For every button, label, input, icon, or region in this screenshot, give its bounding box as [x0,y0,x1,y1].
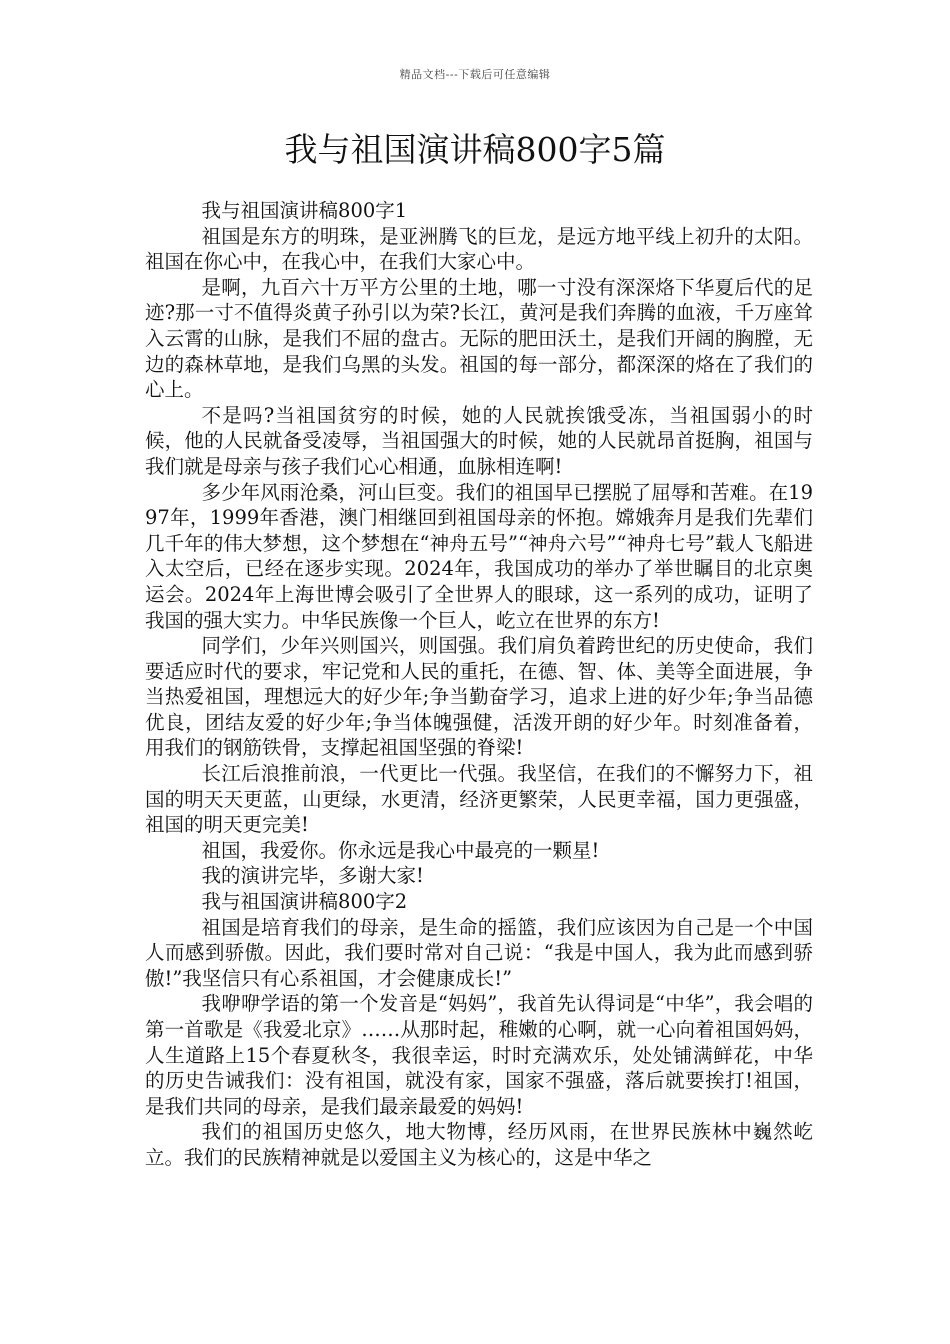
section-heading-1: 我与祖国演讲稿800字1 [201,199,408,222]
document-body [145,198,813,1171]
body-paragraph: 我们的祖国历史悠久，地大物博，经历风雨，在世界民族林中巍然屹立。我们的民族精神就是以爱国主义为核心的，这是中华之 [145,1120,813,1169]
body-paragraph: 我咿咿学语的第一个发音是“妈妈”，我首先认得词是“中华”，我会唱的第一首歌是《我爱北京》……从那时起，稚嫩的心啊，就一心向着祖国妈妈，人生道路上15个春夏秋冬，我很幸运，时时充满欢乐，处处铺满鲜花，中华的历史告诫我们：没有祖国，就没有家，国家不强盛，落后就要挨打!祖国，是我们共同的母亲，是我们最亲最爱的妈妈! [145,992,813,1118]
body-paragraph: 长江后浪推前浪，一代更比一代强。我坚信，在我们的不懈努力下，祖国的明天天更蓝，山更绿，水更清，经济更繁荣，人民更幸福，国力更强盛，祖国的明天更完美! [145,762,813,837]
body-paragraph: 祖国，我爱你。你永远是我心中最亮的一颗星! [201,838,600,862]
body-paragraph: 我的演讲完毕，多谢大家! [201,864,424,888]
body-paragraph: 祖国是东方的明珠，是亚洲腾飞的巨龙，是远方地平线上初升的太阳。祖国在你心中，在我心中，在我们大家心中。 [145,224,813,274]
body-paragraph: 是啊，九百六十万平方公里的土地，哪一寸没有深深烙下华夏后代的足迹?那一寸不值得炎黄子孙引以为荣?长江，黄河是我们奔腾的血液，千万座耸入云霄的山脉，是我们不屈的盘古。无际的肥田沃土，是我们开阔的胸膛，无边的森林草地，是我们乌黑的头发。祖国的每一部分，都深深的烙在了我们的心上。 [145,275,813,402]
document-title: 我与祖国演讲稿800字5篇 [284,130,666,169]
body-paragraph: 同学们，少年兴则国兴，则国强。我们肩负着跨世纪的历史使命，我们要适应时代的要求，牢记党和人民的重托，在德、智、体、美等全面进展，争当热爱祖国，理想远大的好少年;争当勤奋学习，追求上进的好少年;争当品德优良，团结友爱的好少年;争当体魄强健，活泼开朗的好少年。时刻准备着，用我们的钢筋铁骨，支撑起祖国坚强的脊梁! [145,634,813,760]
body-paragraph: 不是吗?当祖国贫穷的时候，她的人民就挨饿受冻，当祖国弱小的时候，他的人民就备受凌辱，当祖国强大的时候，她的人民就昂首挺胸，祖国与我们就是母亲与孩子我们心心相通，血脉相连啊! [145,403,813,478]
body-paragraph: 多少年风雨沧桑，河山巨变。我们的祖国早已摆脱了屈辱和苦难。在1997年，1999年香港，澳门相继回到祖国母亲的怀抱。嫦娥奔月是我们先辈们几千年的伟大梦想，这个梦想在“神舟五号”“神舟六号”“神舟七号”载人飞船进入太空后，已经在逐步实现。2024年，我国成功的举办了举世瞩目的北京奥运会。2024年上海世博会吸引了全世界人的眼球，这一系列的成功，证明了我国的强大实力。中华民族像一个巨人，屹立在世界的东方! [145,480,813,632]
section-heading-2: 我与祖国演讲稿800字2 [201,890,408,914]
body-paragraph: 祖国是培育我们的母亲，是生命的摇篮，我们应该因为自己是一个中国人而感到骄傲。因此，我们要时常对自己说：“我是中国人，我为此而感到骄傲!”我坚信只有心系祖国，才会健康成长!” [145,915,813,990]
header-note: 精品文档---下载后可任意编辑 [399,68,551,81]
